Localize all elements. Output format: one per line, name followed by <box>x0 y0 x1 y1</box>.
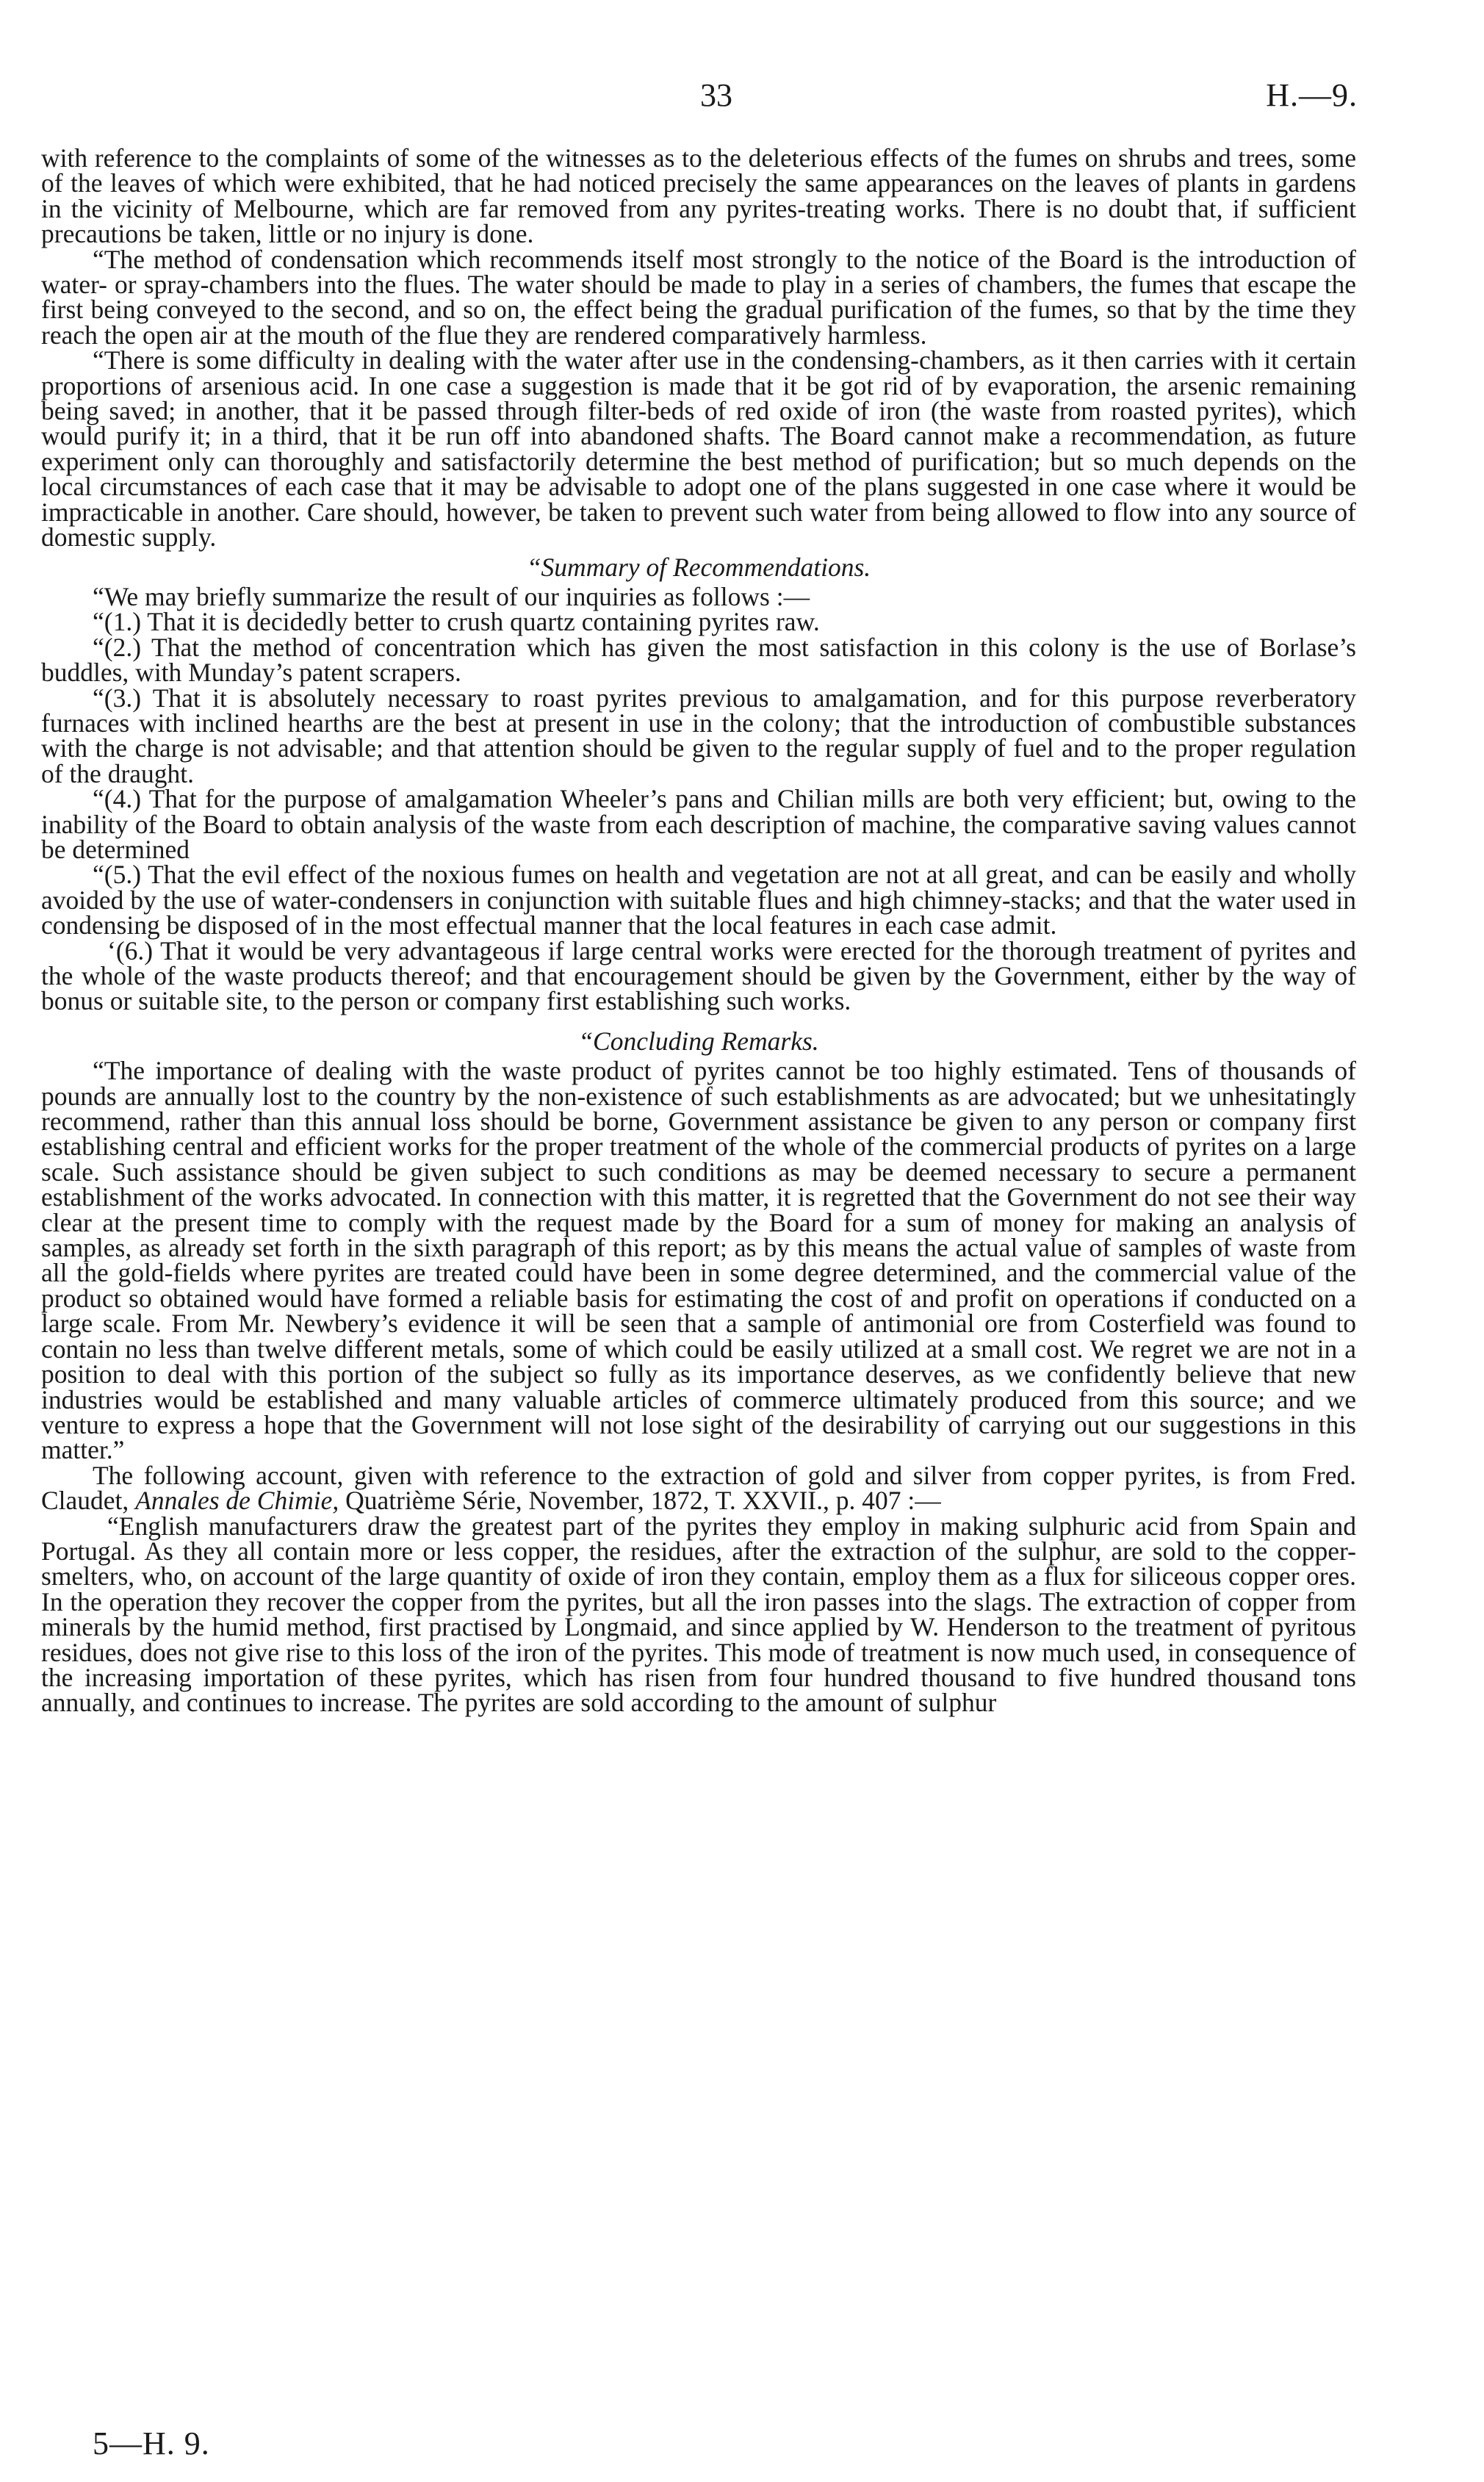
paragraph-water-disposal: “There is some difficulty in dealing with the water after use in the condensing-chambers, as it then carries with it certain proportions of arsenious acid. In one case a suggestion is made that it be got rid of by evaporation, the arsenic remaining being saved; in another, that it be passed through filter-beds of red oxide of iron (the waste from roasted pyrites), which would purify it; in a third, that it be run off into abandoned shafts. The Board cannot make a recommendation, as future experiment only can thoroughly and satisfactorily determine the best method of purification; but so much depends on the local circumstances of each case that it may be advisable to adopt one of the plans suggested in one case where it would be impracticable in another. Care should, however, be taken to prevent such water from being allowed to flow into any source of domestic supply. <box>41 345 1356 553</box>
paragraph-concluding-remarks: “The importance of dealing with the waste product of pyrites cannot be too highly estimated. Tens of thousands of pounds are annually lost to the country by the non-existence of such establishments as are advocated; but we unhesitatingly recommend, rather than this annual loss should be borne, Government assistance be given to any person or company first establishing central and efficient works for the proper treatment of the whole of the commercial products of pyrites on a large scale. Such assistance should be given subject to such conditions as may be deemed necessary to secure a permanent establishment of the works advocated. In connection with this matter, it is regretted that the Government do not see their way clear at the present time to comply with the request made by the Board for a sum of money for making an analysis of samples, as already set forth in the sixth paragraph of this report; as by this means the actual value of samples of waste from all the gold-fields where pyrites are treated could have been in some degree determined, and the commercial value of the product so obtained would have formed a reliable basis for estimating the cost of and profit on operations if conducted on a large scale. From Mr. Newbery’s evidence it will be seen that a sample of antimonial ore from Costerfield was found to contain no less than twelve different metals, some of which could be easily utilized at a small cost. We regret we are not in a position to deal with this portion of the subject so fully as its importance deserves, as we confidently believe that new industries would be established and many valuable articles of commerce ultimately produced from this source; and we venture to express a hope that the Government will not lose sight of the desirability of carrying out our suggestions in this matter.” <box>41 1056 1356 1465</box>
sheet-signature-mark: 5—H. 9. <box>93 2425 210 2461</box>
paragraph-condensation-method: “The method of condensation which recommends itself most strongly to the notice of the Board is the introduction of water- or spray-chambers into the flues. The water should be made to play in a series of chambers, the fumes that escape the first being conveyed to the second, and so on, the effect being the gradual purification of the fumes, so that by the time they reach the open air at the mouth of the flue they are rendered comparatively harmless. <box>41 244 1356 350</box>
paragraph-english-manufacturers: “English manufacturers draw the greatest part of the pyrites they employ in making sulphuric acid from Spain and Portugal. As they all contain more or less copper, the residues, after the extraction of the sulphur, are sold to the copper-smelters, who, on account of the large quantity of oxide of iron they contain, employ them as a flux for siliceous copper ores. In the operation they recover the copper from the pyrites, but all the iron passes into the slags. The extraction of copper from minerals by the humid method, first practised by Longmaid, and since applied by W. Henderson to the treatment of pyritous residues, does not give rise to this loss of the iron of the pyrites. This mode of treatment is now much used, in consequence of the increasing importation of these pyrites, which has risen from four hundred thousand to five hundred thousand tons annually, and continues to increase. The pyrites are sold according to the amount of sulphur <box>41 1511 1356 1718</box>
recommendation-3: “(3.) That it is absolutely necessary to roast pyrites previous to amalgamation, and for this purpose reverberatory furnaces with inclined hearths are the best at present in use in the colony; that the introduction of combustible substances with the charge is not advisable; and that attention should be given to the regular supply of fuel and to the proper regulation of the draught. <box>41 683 1356 788</box>
paragraph-summary-intro: “We may briefly summarize the result of our inquiries as follows :— <box>93 581 810 611</box>
recommendation-5: “(5.) That the evil effect of the noxious fumes on health and vegetation are not at all great, and can be easily and wholly avoided by the use of water-condensers in conjunction with suitable flues and high chimney-stacks; and that the water used in condensing be disposed of in the most effectual manner that the local features in each case admit. <box>41 860 1356 940</box>
heading-summary-of-recommendations: “Summary of Recommendations. <box>526 552 871 582</box>
recommendation-4: “(4.) That for the purpose of amalgamation Wheeler’s pans and Chilian mills are both very efficient; but, owing to the inability of the Board to obtain analysis of the waste from each description of machine, the comparative saving values cannot be determined <box>41 784 1356 864</box>
paragraph-continuation: with reference to the complaints of some of the witnesses as to the deleterious effects of the fumes on shrubs and trees, some of the leaves of which were exhibited, that he had noticed precisely the same appearances on the leaves of plants in gardens in the vicinity of Melbourne, which are far removed from any pyrites-treating works. There is no doubt that, if sufficient precautions be taken, little or no injury is done. <box>41 143 1356 249</box>
page-header <box>0 76 1484 120</box>
recommendation-2: “(2.) That the method of concentration which has given the most satisfaction in this colony is the use of Borlase’s buddles, with Munday’s patent scrapers. <box>41 632 1356 688</box>
paragraph-claudet-account <box>41 1460 1356 1516</box>
body-text <box>41 145 1356 1716</box>
page-number: 33 <box>700 77 732 113</box>
journal-title: Annales de Chimie, <box>135 1486 339 1516</box>
heading-concluding-remarks: “Concluding Remarks. <box>578 1026 819 1056</box>
claudet-text-start: The following account, given with reference to the extraction of gold and silver from copper pyrites, is from Fred. Claudet, <box>41 1460 1356 1516</box>
claudet-text-end: Quatrième Série, November, 1872, T. XXVII., p. 407 :— <box>345 1486 941 1516</box>
paper-reference: H.—9. <box>1266 77 1358 113</box>
recommendation-1: “(1.) That it is decidedly better to crush quartz containing pyrites raw. <box>93 607 820 637</box>
recommendation-6: ‘(6.) That it would be very advantageous if large central works were erected for the thorough treatment of pyrites and the whole of the waste products thereof; and that encouragement should be given by the Government, either by the way of bonus or suitable site, to the person or company first establishing such works. <box>41 935 1356 1016</box>
